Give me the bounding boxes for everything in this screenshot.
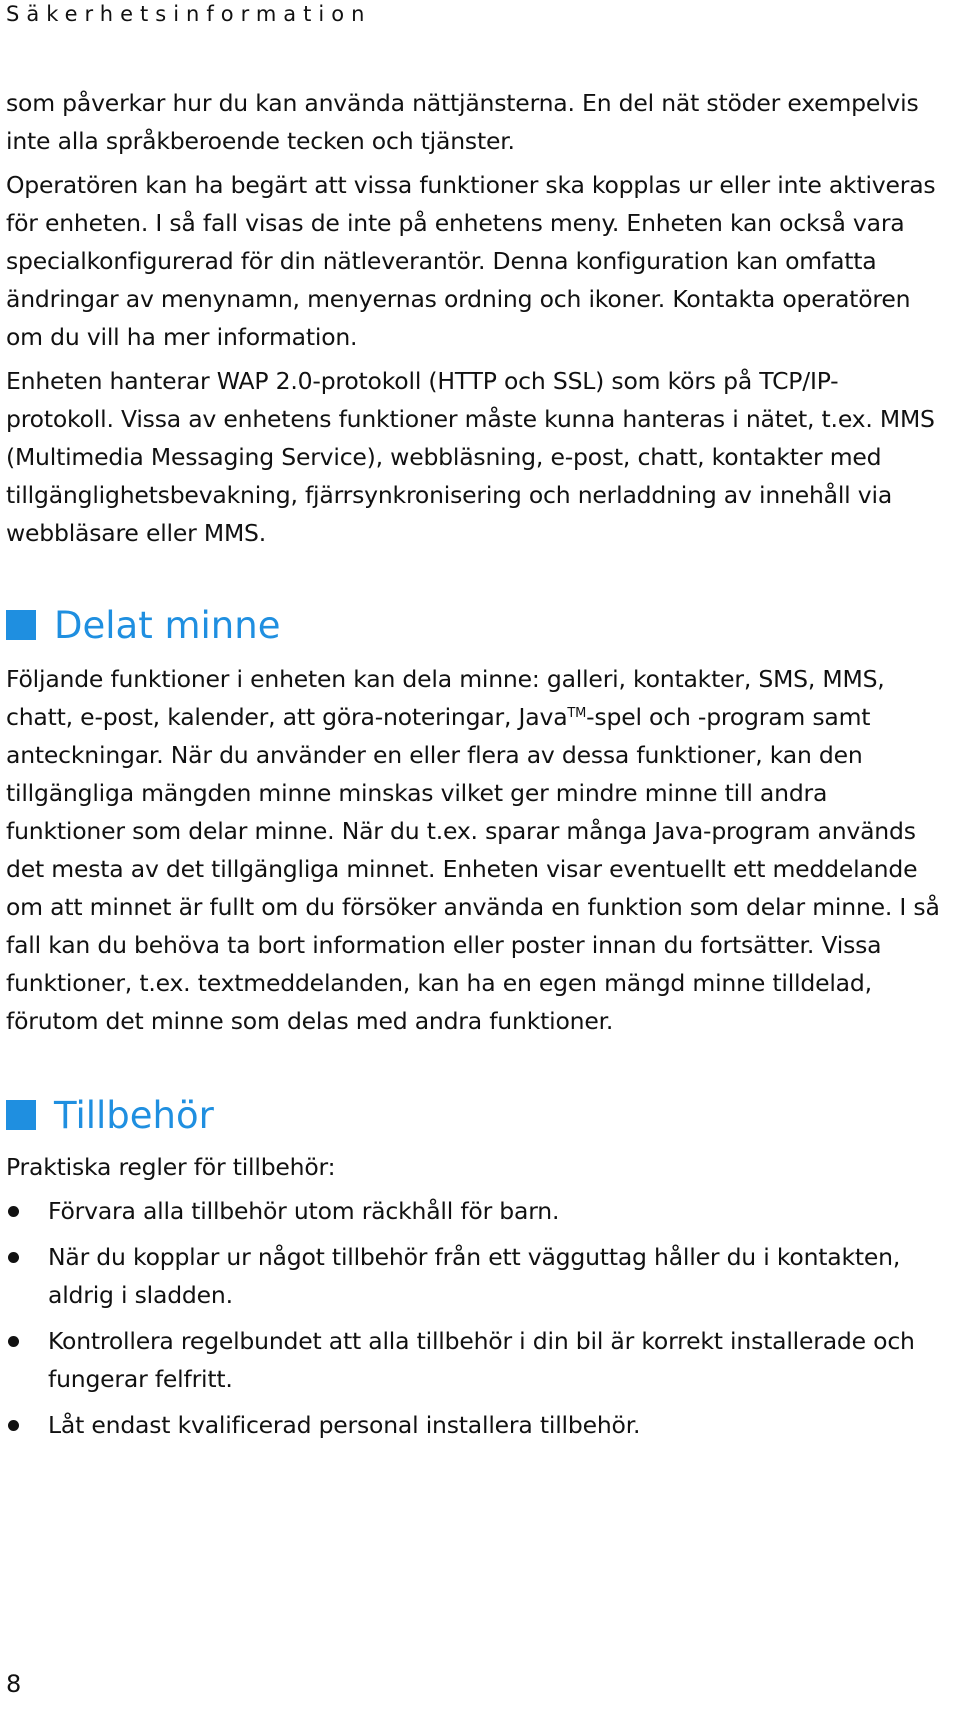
- list-item: [6, 1322, 946, 1398]
- intro-paragraph-1: som påverkar hur du kan använda nättjänsterna. En del nät stöder exempelvis inte alla språkberoende tecken och tjänster.: [6, 89, 919, 155]
- section-heading-shared-memory: [6, 598, 946, 652]
- heading-square-icon: [6, 610, 36, 640]
- list-item: [6, 1192, 946, 1230]
- list-item: [6, 1238, 946, 1314]
- bullet-icon: [8, 1206, 19, 1217]
- list-item-text: När du kopplar ur något tillbehör från ett vägguttag håller du i kontakten, aldrig i sladden.: [48, 1243, 901, 1309]
- accessories-bullet-list: [6, 1192, 946, 1444]
- intro-paragraph-3: Enheten hanterar WAP 2.0-protokoll (HTTP och SSL) som körs på TCP/IP-protokoll. Vissa av enhetens funktioner måste kunna hanteras i nätet, t.ex. MMS (Multimedia Messaging Service), webbläsning, e-post, chatt, kontakter med tillgänglighetsbevakning, fjärrsynkronisering och nerladdning av innehåll via webbläsare eller MMS.: [6, 367, 935, 547]
- section-title: Delat minne: [54, 603, 281, 647]
- section-heading-accessories: [6, 1088, 946, 1142]
- list-item: [6, 1406, 946, 1444]
- shared-memory-text-part-1: Följande funktioner i enheten kan dela minne: galleri, kontakter, SMS, MMS, chatt, e-post, kalender, att göra-noteringar, Java: [6, 665, 885, 731]
- list-item-text: Kontrollera regelbundet att alla tillbehör i din bil är korrekt installerade och fungerar felfritt.: [48, 1327, 915, 1393]
- running-header: Säkerhetsinformation: [6, 2, 372, 26]
- page-content: [6, 84, 946, 1452]
- accessories-intro: Praktiska regler för tillbehör:: [6, 1153, 336, 1181]
- section-title: Tillbehör: [54, 1093, 214, 1137]
- trademark-superscript: TM: [567, 706, 587, 721]
- page-number: 8: [6, 1670, 22, 1698]
- shared-memory-paragraph: [6, 660, 946, 1040]
- intro-paragraph-2: Operatören kan ha begärt att vissa funktioner ska kopplas ur eller inte aktiveras för enheten. I så fall visas de inte på enhetens meny. Enheten kan också vara specialkonfigurerad för din nätleverantör. Denna konfiguration kan omfatta ändringar av menynamn, menyernas ordning och ikoner. Kontakta operatören om du vill ha mer information.: [6, 171, 936, 351]
- bullet-icon: [8, 1336, 19, 1347]
- list-item-text: Låt endast kvalificerad personal installera tillbehör.: [48, 1411, 641, 1439]
- heading-square-icon: [6, 1100, 36, 1130]
- bullet-icon: [8, 1252, 19, 1263]
- bullet-icon: [8, 1420, 19, 1431]
- shared-memory-text-part-2: -spel och -program samt anteckningar. När du använder en eller flera av dessa funktioner, kan den tillgängliga mängden minne minskas vilket ger mindre minne till andra funktioner som delar minne. När du t.ex. sparar många Java-program används det mesta av det tillgängliga minnet. Enheten visar eventuellt ett meddelande om att minnet är fullt om du försöker använda en funktion som delar minne. I så fall kan du behöva ta bort information eller poster innan du fortsätter. Vissa funktioner, t.ex. textmeddelanden, kan ha en egen mängd minne tilldelad, förutom det minne som delas med andra funktioner.: [6, 703, 940, 1035]
- list-item-text: Förvara alla tillbehör utom räckhåll för barn.: [48, 1197, 560, 1225]
